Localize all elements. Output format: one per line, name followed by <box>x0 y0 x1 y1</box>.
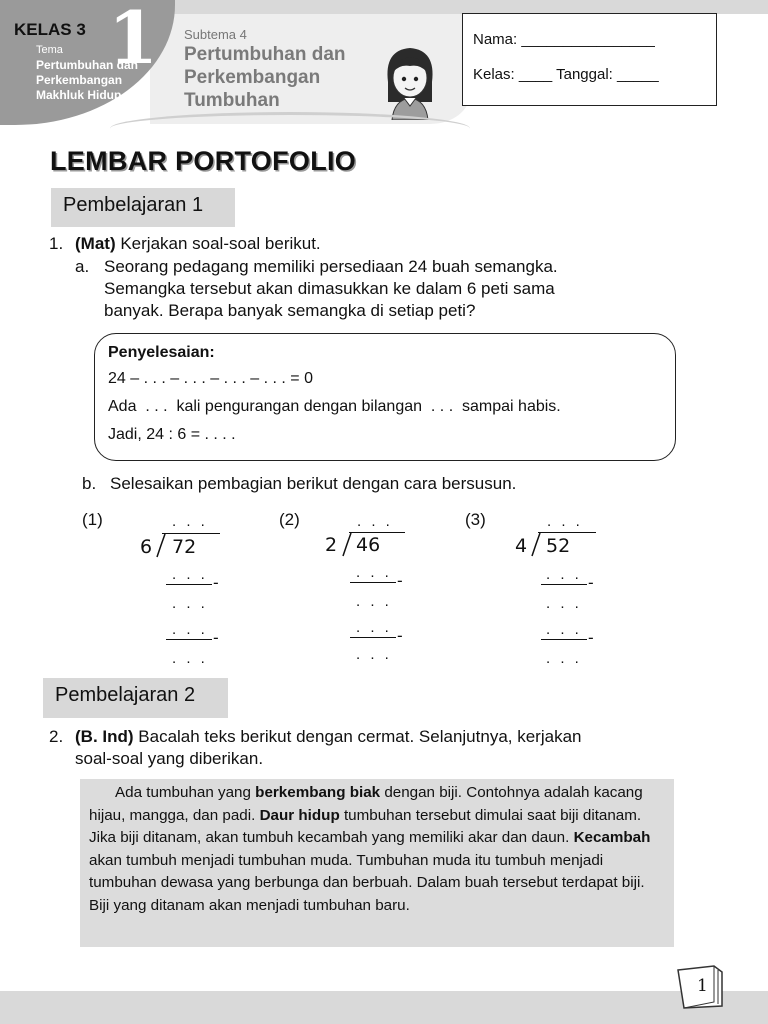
subtraction-line <box>541 639 587 640</box>
question-b-text: Selesaikan pembagian berikut dengan cara bersusun. <box>110 474 517 493</box>
solution-line[interactable]: Jadi, 24 : 6 = . . . . <box>108 426 236 443</box>
work-blank[interactable]: . . . <box>546 650 582 667</box>
page-number: 1 <box>697 976 708 996</box>
subtraction-line <box>166 639 212 640</box>
question-2-text-continued: soal-soal yang diberikan. <box>75 749 264 768</box>
division-label: (1) <box>82 510 103 529</box>
work-blank[interactable]: . . . <box>172 621 208 638</box>
subtraction-line <box>350 582 396 583</box>
minus-sign: - <box>213 628 219 647</box>
reading-segment: tumbuhan tersebut dimulai saat biji ditanam. Jika biji ditanam, akan tumbuh kecambah yang memiliki akar dan daun. <box>89 806 642 847</box>
question-1-subject: (Mat) <box>75 234 116 253</box>
tema-title: Pertumbuhan dan Perkembangan Makhluk Hidup <box>36 58 139 102</box>
dividend: 52 <box>546 535 571 557</box>
header-curve <box>110 112 470 145</box>
reading-keyword: Kecambah <box>573 829 651 847</box>
work-blank[interactable]: . . . <box>172 650 208 667</box>
work-blank[interactable]: . . . <box>172 566 208 583</box>
question-1 <box>75 233 675 255</box>
solution-line[interactable]: Ada . . . kali pengurangan dengan bilangan . . . sampai habis. <box>108 398 561 415</box>
work-blank[interactable]: . . . <box>546 595 582 612</box>
section-heading-1: Pembelajaran 1 <box>51 188 235 227</box>
kelas-label: KELAS 3 <box>14 20 86 39</box>
solution-heading: Penyelesaian: <box>108 344 215 361</box>
minus-sign: - <box>213 573 219 592</box>
divisor: 6 <box>140 536 153 558</box>
dividend: 46 <box>356 534 381 556</box>
reading-keyword: berkembang biak <box>255 784 381 801</box>
quotient-blank[interactable]: . . . <box>547 513 583 530</box>
reading-segment: Ada tumbuhan yang <box>115 784 256 801</box>
question-1-text: Kerjakan soal-soal berikut. <box>115 234 321 253</box>
work-blank[interactable]: . . . <box>546 621 582 638</box>
work-blank[interactable]: . . . <box>172 595 208 612</box>
tema-label: Tema <box>36 44 63 56</box>
kelas-tanggal-field[interactable]: Kelas: ____ Tanggal: _____ <box>473 66 659 83</box>
question-a-line: Seorang pedagang memiliki persediaan 24 buah semangka. <box>104 257 558 276</box>
subtraction-line <box>166 584 212 585</box>
identity-box <box>462 13 717 106</box>
minus-sign: - <box>397 571 403 590</box>
girl-illustration <box>380 42 440 120</box>
question-a-line: banyak. Berapa banyak semangka di setiap peti? <box>104 301 476 320</box>
division-bar <box>162 533 220 534</box>
question-2-number: 2. <box>49 727 64 746</box>
subtema-label: Subtema 4 <box>184 27 247 42</box>
division-bar <box>349 532 405 533</box>
work-blank[interactable]: . . . <box>546 566 582 583</box>
work-blank[interactable]: . . . <box>356 619 392 636</box>
work-blank[interactable]: . . . <box>356 593 392 610</box>
work-blank[interactable]: . . . <box>356 564 392 581</box>
question-2-subject: (B. Ind) <box>75 727 134 746</box>
question-a-label: a. <box>75 257 90 276</box>
minus-sign: - <box>588 573 594 592</box>
reading-segment: dengan biji. Contohnya adalah kacang hijau, mangga, dan padi. <box>89 784 643 824</box>
section-heading-2: Pembelajaran 2 <box>43 678 228 718</box>
quotient-blank[interactable]: . . . <box>172 513 208 530</box>
work-blank[interactable]: . . . <box>356 646 392 663</box>
quotient-blank[interactable]: . . . <box>357 513 393 530</box>
division-bar <box>538 532 596 533</box>
question-2 <box>75 726 715 748</box>
dividend: 72 <box>172 536 197 558</box>
reading-keyword: Daur hidup <box>259 806 340 824</box>
reading-text <box>89 782 669 918</box>
minus-sign: - <box>397 626 403 645</box>
divisor: 2 <box>325 534 338 556</box>
division-bracket <box>530 532 542 558</box>
subtema-title: Pertumbuhan dan Perkembangan Tumbuhan <box>184 44 346 111</box>
question-b-label: b. <box>82 474 97 493</box>
kelas-number: 1 <box>108 0 159 80</box>
question-1-number: 1. <box>49 234 64 253</box>
minus-sign: - <box>588 628 594 647</box>
division-label: (3) <box>465 510 486 529</box>
subtraction-line <box>541 584 587 585</box>
division-label: (2) <box>279 510 300 529</box>
question-a-line: Semangka tersebut akan dimasukkan ke dalam 6 peti sama <box>104 279 555 298</box>
divisor: 4 <box>515 535 528 557</box>
page-title: LEMBAR PORTOFOLIO <box>50 146 357 176</box>
question-2-text: Bacalah teks berikut dengan cermat. Selanjutnya, kerjakan <box>133 727 582 746</box>
solution-line[interactable]: 24 – . . . – . . . – . . . – . . . = 0 <box>108 370 313 387</box>
nama-field[interactable]: Nama: ________________ <box>473 31 655 48</box>
division-bracket <box>155 533 167 559</box>
reading-segment: akan tumbuh menjadi tumbuhan muda. Tumbuhan muda itu tumbuh menjadi tumbuhan dewasa yang berbunga dan berbuah. Dalam buah tersebut terdapat biji. Biji yang ditanam akan menjadi tumbuhan baru. <box>89 851 645 914</box>
subtraction-line <box>350 637 396 638</box>
division-bracket <box>341 532 353 558</box>
footer-band <box>0 991 768 1024</box>
